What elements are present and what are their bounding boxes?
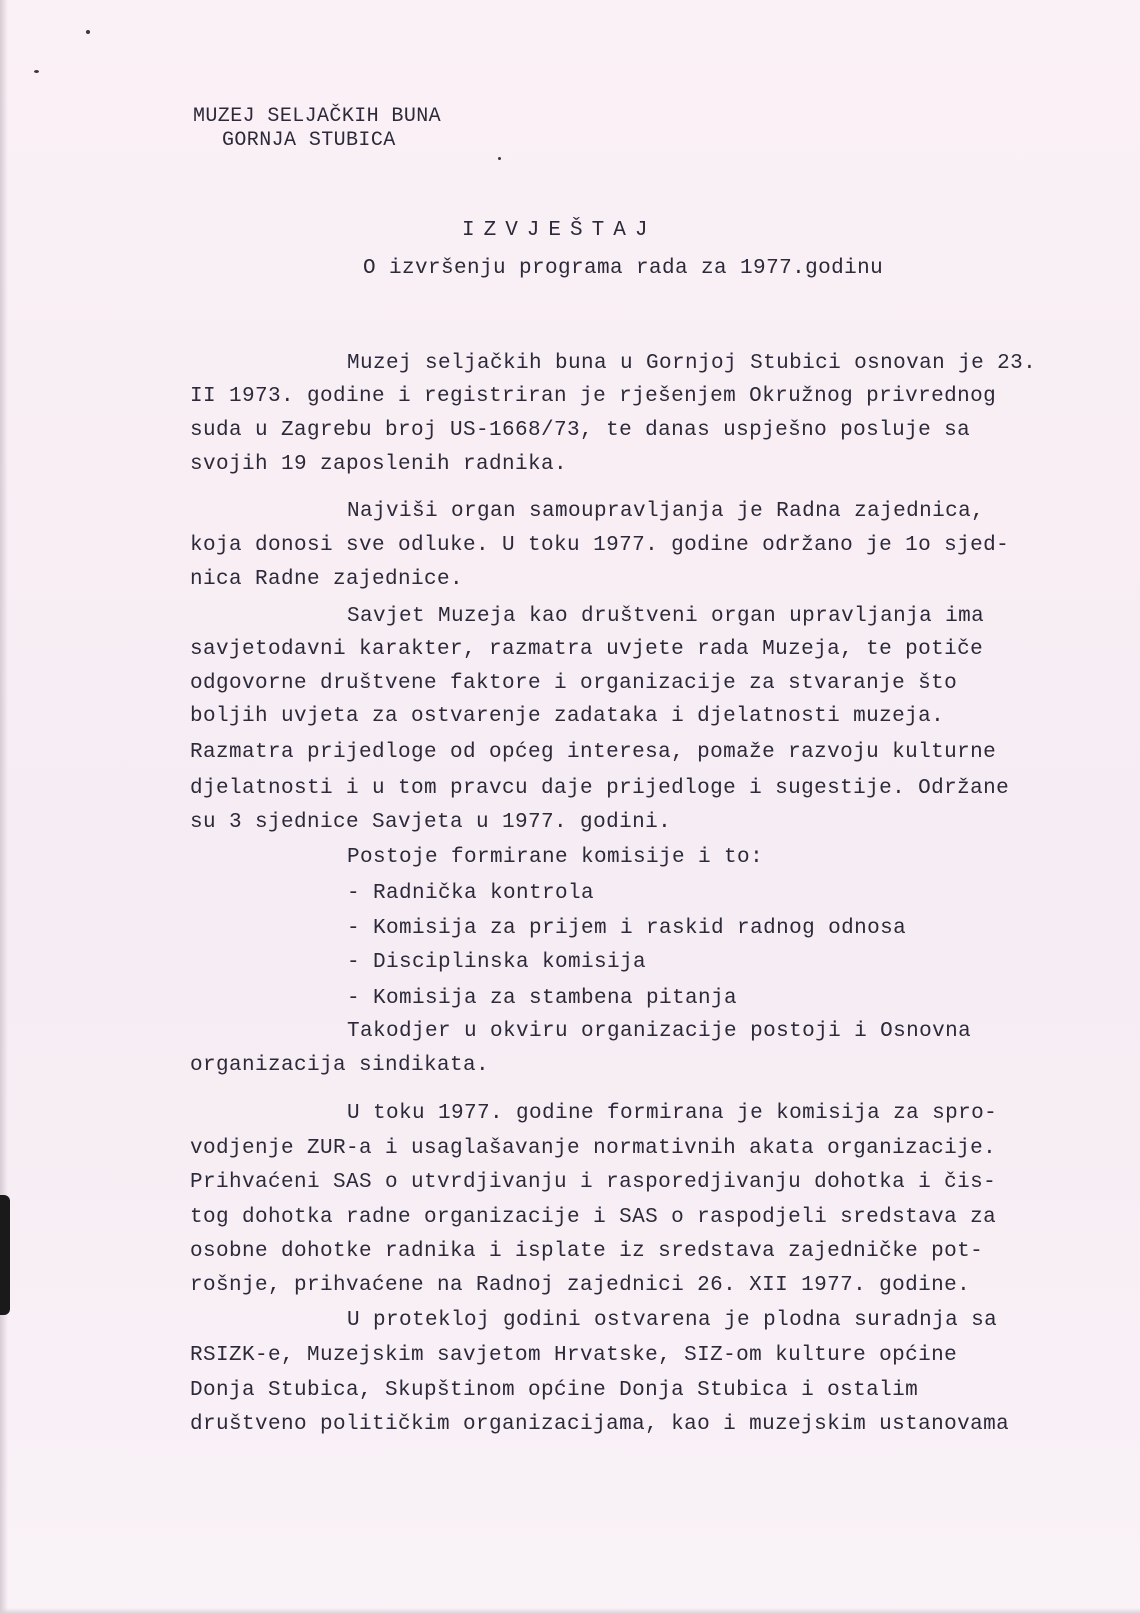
body-line: II 1973. godine i registriran je rješenjem Okružnog privrednog <box>190 385 997 408</box>
ink-speck <box>86 30 90 34</box>
page-bottom-edge <box>0 1608 1140 1614</box>
ink-speck <box>34 70 39 73</box>
committee-list-item: - Disciplinska komisija <box>347 951 647 974</box>
binding-mark <box>0 1195 10 1315</box>
committee-list-item: - Radnička kontrola <box>347 882 595 905</box>
ink-speck <box>498 157 501 160</box>
institution-name: MUZEJ SELJAČKIH BUNA <box>193 105 442 128</box>
body-line: Savjet Muzeja kao društveni organ upravljanja ima <box>347 605 985 628</box>
committee-intro: Postoje formirane komisije i to: <box>347 846 764 869</box>
body-line: nica Radne zajednice. <box>190 568 464 591</box>
body-line: U toku 1977. godine formirana je komisija za spro- <box>347 1102 998 1125</box>
body-line: osobne dohotke radnika i isplate iz sredstava zajedničke pot- <box>190 1240 984 1263</box>
body-line: Najviši organ samoupravljanja je Radna zajednica, <box>347 500 985 523</box>
body-line: svojih 19 zaposlenih radnika. <box>190 453 568 476</box>
body-line: rošnje, prihvaćene na Radnoj zajednici 26. XII 1977. godine. <box>190 1274 971 1297</box>
body-line: Razmatra prijedloge od općeg interesa, pomaže razvoju kulturne <box>190 741 997 764</box>
body-line: Takodjer u okviru organizacije postoji i Osnovna <box>347 1020 972 1043</box>
body-line: tog dohotka radne organizacije i SAS o raspodjeli sredstava za <box>190 1206 997 1229</box>
body-line: RSIZK-e, Muzejskim savjetom Hrvatske, SIZ-om kulture općine <box>190 1344 958 1367</box>
committee-list-item: - Komisija za stambena pitanja <box>347 987 738 1010</box>
committee-list-item: - Komisija za prijem i raskid radnog odnosa <box>347 917 907 940</box>
body-line: savjetodavni karakter, razmatra uvjete rada Muzeja, te potiče <box>190 638 984 661</box>
body-line: vodjenje ZUR-a i usaglašavanje normativnih akata organizacije. <box>190 1137 997 1160</box>
document-title: IZVJEŠTAJ <box>462 219 657 242</box>
body-line: Prihvaćeni SAS o utvrdjivanju i rasporedjivanju dohotka i čis- <box>190 1171 997 1194</box>
body-line: djelatnosti i u tom pravcu daje prijedloge i sugestije. Održane <box>190 777 1010 800</box>
page-left-edge <box>0 0 8 1614</box>
body-line: koja donosi sve odluke. U toku 1977. godine održano je 1o sjed- <box>190 534 1010 557</box>
body-line: društveno političkim organizacijama, kao i muzejskim ustanovama <box>190 1413 1010 1436</box>
body-line: U proteklој godini ostvarena je plodna suradnja sa <box>347 1309 998 1332</box>
body-line: organizacija sindikata. <box>190 1054 490 1077</box>
body-line: odgovorne društvene faktore i organizacije za stvaranje što <box>190 672 958 695</box>
body-line: Donja Stubica, Skupštinom općine Donja Stubica i ostalim <box>190 1379 919 1402</box>
body-line: su 3 sjednice Savjeta u 1977. godini. <box>190 811 672 834</box>
body-line: boljih uvjeta za ostvarenje zadataka i djelatnosti muzeja. <box>190 705 945 728</box>
body-line: suda u Zagrebu broj US-1668/73, te danas uspješno posluje sa <box>190 419 971 442</box>
institution-location: GORNJA STUBICA <box>222 129 396 152</box>
document-subtitle: O izvršenju programa rada za 1977.godinu <box>363 257 884 280</box>
body-line: Muzej seljačkih buna u Gornjoj Stubici osnovan je 23. <box>347 352 1037 375</box>
